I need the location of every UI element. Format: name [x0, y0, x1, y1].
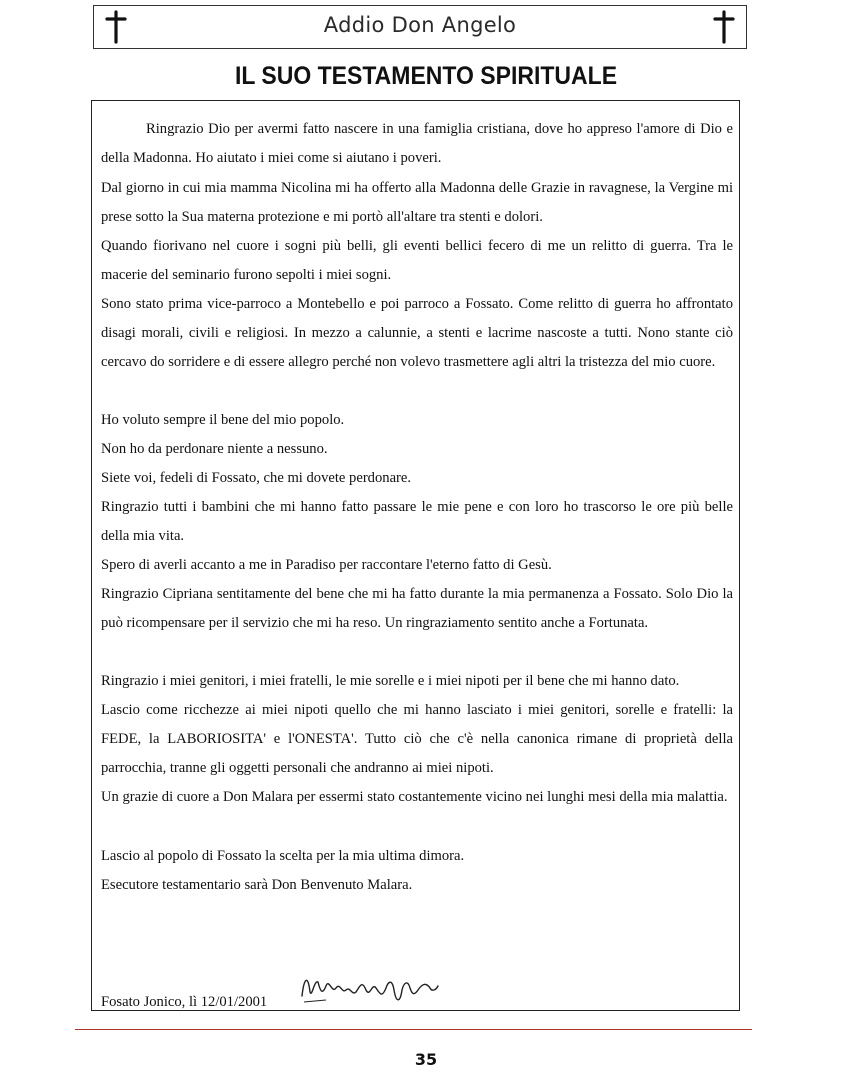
paragraph: Sono stato prima vice-parroco a Montebello e poi parroco a Fossato. Come relitto di guerra ho affrontato disagi morali, civili e religiosi. In mezzo a calunnie, a stenti e lacrime nascoste a tutti. Nono stante ciò cercavo do sorridere e di essere allegro perché non volevo trasmettere agli altri la tristezza del mio cuore.: [101, 296, 733, 371]
paragraph: Esecutore testamentario sarà Don Benvenuto Malara.: [101, 877, 413, 893]
paragraph: Ho voluto sempre il bene del mio popolo.: [101, 412, 345, 428]
paragraph: Lascio come ricchezze ai miei nipoti quello che mi hanno lasciato i miei genitori, sorelle e fratelli: la FEDE, la LABORIOSITA' e l'ONESTA'. Tutto ciò che c'è nella canonica rimane di proprietà della parrocchia, tranne gli oggetti personali che andranno ai miei nipoti.: [101, 702, 733, 777]
paragraph: Lascio al popolo di Fossato la scelta per la mia ultima dimora.: [101, 848, 465, 864]
page-title: IL SUO TESTAMENTO SPIRITUALE: [234, 62, 618, 90]
footer-rule: [75, 1029, 752, 1030]
paragraph: Un grazie di cuore a Don Malara per essermi stato costantemente vicino nei lunghi mesi della mia malattia.: [101, 789, 728, 805]
place-date: Fosato Jonico, lì 12/01/2001: [101, 994, 268, 1010]
paragraph: Ringrazio Cipriana sentitamente del bene che mi ha fatto durante la mia permanenza a Fossato. Solo Dio la può ricompensare per il servizio che mi ha reso. Un ringraziamento sentito anche a Fortunata.: [101, 586, 733, 632]
paragraph: Quando fiorivano nel cuore i sogni più belli, gli eventi bellici fecero di me un relitto di guerra. Tra le macerie del seminario furono sepolti i miei sogni.: [101, 238, 733, 284]
cross-icon: [712, 10, 736, 44]
paragraph: Non ho da perdonare niente a nessuno.: [101, 441, 328, 457]
paragraph: Spero di averli accanto a me in Paradiso per raccontare l'eterno fatto di Gesù.: [101, 557, 552, 573]
header-title: Addio Don Angelo: [323, 13, 517, 37]
testament-text-box: [91, 100, 740, 1011]
header-banner: [93, 5, 747, 49]
paragraph: Ringrazio i miei genitori, i miei fratelli, le mie sorelle e i miei nipoti per il bene che mi hanno dato.: [101, 673, 680, 689]
paragraph: Siete voi, fedeli di Fossato, che mi dovete perdonare.: [101, 470, 412, 486]
paragraph: Ringrazio tutti i bambini che mi hanno fatto passare le mie pene e con loro ho trascorso le ore più belle della mia vita.: [101, 499, 733, 545]
paragraph: Dal giorno in cui mia mamma Nicolina mi ha offerto alla Madonna delle Grazie in ravagnese, la Vergine mi prese sotto la Sua materna protezione e mi portò all'altare tra stenti e dolori.: [101, 180, 733, 226]
signature: [296, 968, 446, 1008]
paragraph: Ringrazio Dio per avermi fatto nascere in una famiglia cristiana, dove ho appreso l'amore di Dio e della Madonna. Ho aiutato i miei come si aiutano i poveri.: [101, 121, 733, 167]
page-number: 35: [414, 1050, 438, 1069]
